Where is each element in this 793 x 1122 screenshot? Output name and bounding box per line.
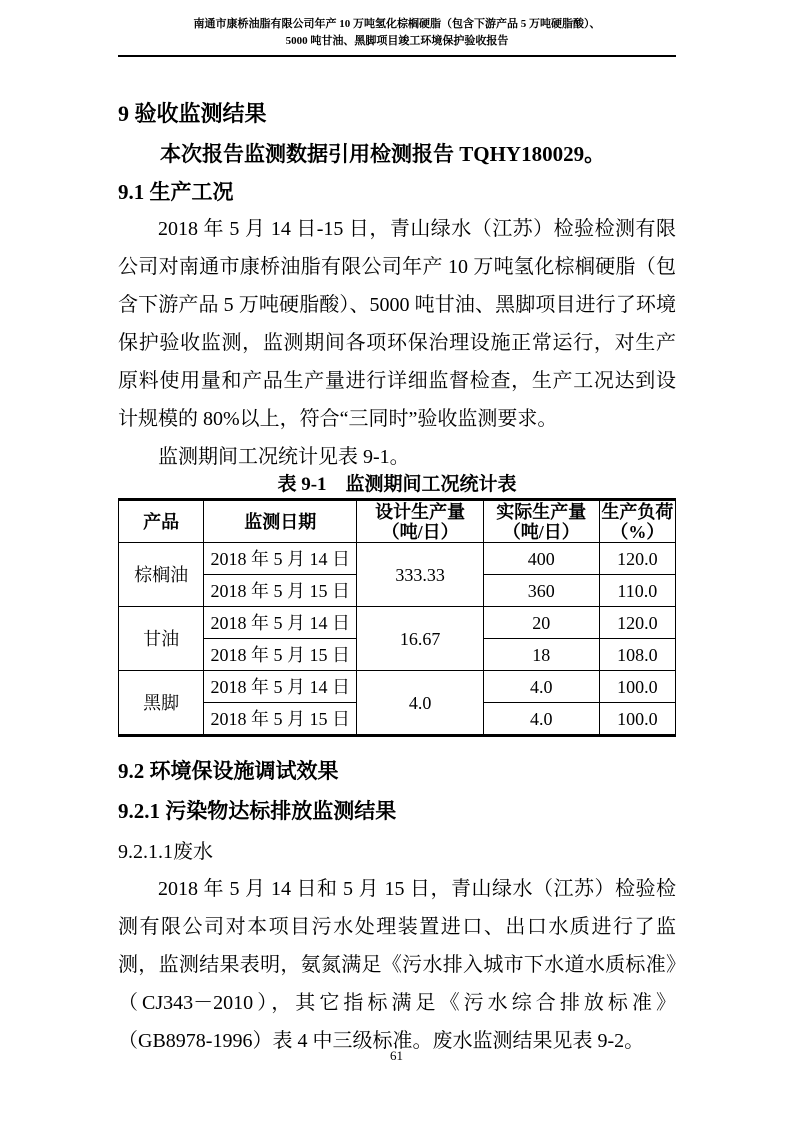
date-cell: 2018 年 5 月 14 日 (204, 671, 357, 703)
col-header-actual-output (483, 500, 599, 543)
col-header-actual-line1: 实际生产量 (496, 501, 587, 522)
date-cell: 2018 年 5 月 14 日 (204, 607, 357, 639)
load-cell: 108.0 (599, 639, 675, 671)
load-cell: 120.0 (599, 543, 675, 575)
load-cell: 110.0 (599, 575, 675, 607)
date-cell: 2018 年 5 月 15 日 (204, 639, 357, 671)
production-conditions-paragraph: 2018 年 5 月 14 日-15 日，青山绿水（江苏）检验检测有限公司对南通市康桥油脂有限公司年产 10 万吨氢化棕榈硬脂（包含下游产品 5 万吨硬脂酸）、5000 吨甘油、黑脚项目进行了环境保护验收监测，监测期间各项环保治理设施正常运行，对生产原料使用量和产品生产量进行详细监督检查，生产工况达到设计规模的 80%以上，符合“三同时”验收监测要求。 (118, 218, 676, 430)
document-header (118, 0, 676, 57)
table-reference-paragraph: 监测期间工况统计见表 9-1。 (158, 446, 410, 468)
actual-output-cell: 4.0 (483, 703, 599, 736)
load-cell: 120.0 (599, 607, 675, 639)
production-stats-table (118, 498, 676, 737)
col-header-load (599, 500, 675, 543)
actual-output-cell: 20 (483, 607, 599, 639)
section-9-2-1-heading: 9.2.1 污染物达标排放监测结果 (118, 799, 397, 823)
table-caption: 表 9-1 监测期间工况统计表 (277, 474, 517, 495)
design-output-cell: 16.67 (357, 607, 483, 671)
product-cell-black-foot: 黑脚 (119, 671, 204, 736)
table-header-row (119, 500, 676, 543)
header-line-1: 南通市康桥油脂有限公司年产 10 万吨氢化棕榈硬脂（包含下游产品 5 万吨硬脂酸）、 (193, 18, 601, 30)
header-line-2: 5000 吨甘油、黑脚项目竣工环境保护验收报告 (285, 35, 509, 47)
date-cell: 2018 年 5 月 15 日 (204, 575, 357, 607)
actual-output-cell: 360 (483, 575, 599, 607)
section-9-2-1-1-heading: 9.2.1.1废水 (118, 841, 213, 863)
actual-output-cell: 400 (483, 543, 599, 575)
section-9-2-heading: 9.2 环境保设施调试效果 (118, 759, 339, 783)
table-row-black-foot-day1 (119, 671, 676, 703)
section-9-heading: 9 验收监测结果 (118, 101, 267, 126)
col-header-actual-line2: （吨/日） (502, 521, 580, 542)
product-cell-glycerin: 甘油 (119, 607, 204, 671)
table-row-glycerin-day1 (119, 607, 676, 639)
design-output-cell: 4.0 (357, 671, 483, 736)
page-number: 61 (390, 1048, 403, 1063)
date-cell: 2018 年 5 月 15 日 (204, 703, 357, 736)
actual-output-cell: 4.0 (483, 671, 599, 703)
design-output-cell: 333.33 (357, 543, 483, 607)
table-row-palm-oil-day1 (119, 543, 676, 575)
report-reference-paragraph: 本次报告监测数据引用检测报告 TQHY180029。 (160, 142, 606, 166)
col-header-design-line2: （吨/日） (381, 521, 459, 542)
wastewater-monitoring-paragraph: 2018 年 5 月 14 日和 5 月 15 日，青山绿水（江苏）检验检测有限公司对本项目污水处理装置进口、出口水质进行了监测，监测结果表明，氨氮满足《污水排入城市下水道水质标准》（CJ343－2010），其它指标满足《污水综合排放标准》（GB8978-1996）表 4 中三级标准。废水监测结果见表 9-2。 (118, 878, 676, 1052)
load-cell: 100.0 (599, 671, 675, 703)
date-cell: 2018 年 5 月 14 日 (204, 543, 357, 575)
col-header-product: 产品 (119, 500, 204, 543)
col-header-load-line2: （%） (610, 521, 665, 542)
col-header-load-line1: 生产负荷 (601, 501, 674, 522)
product-cell-palm-oil: 棕榈油 (119, 543, 204, 607)
col-header-date: 监测日期 (204, 500, 357, 543)
section-9-1-heading: 9.1 生产工况 (118, 180, 234, 204)
col-header-design-line1: 设计生产量 (375, 501, 466, 522)
actual-output-cell: 18 (483, 639, 599, 671)
load-cell: 100.0 (599, 703, 675, 736)
col-header-design-output (357, 500, 483, 543)
